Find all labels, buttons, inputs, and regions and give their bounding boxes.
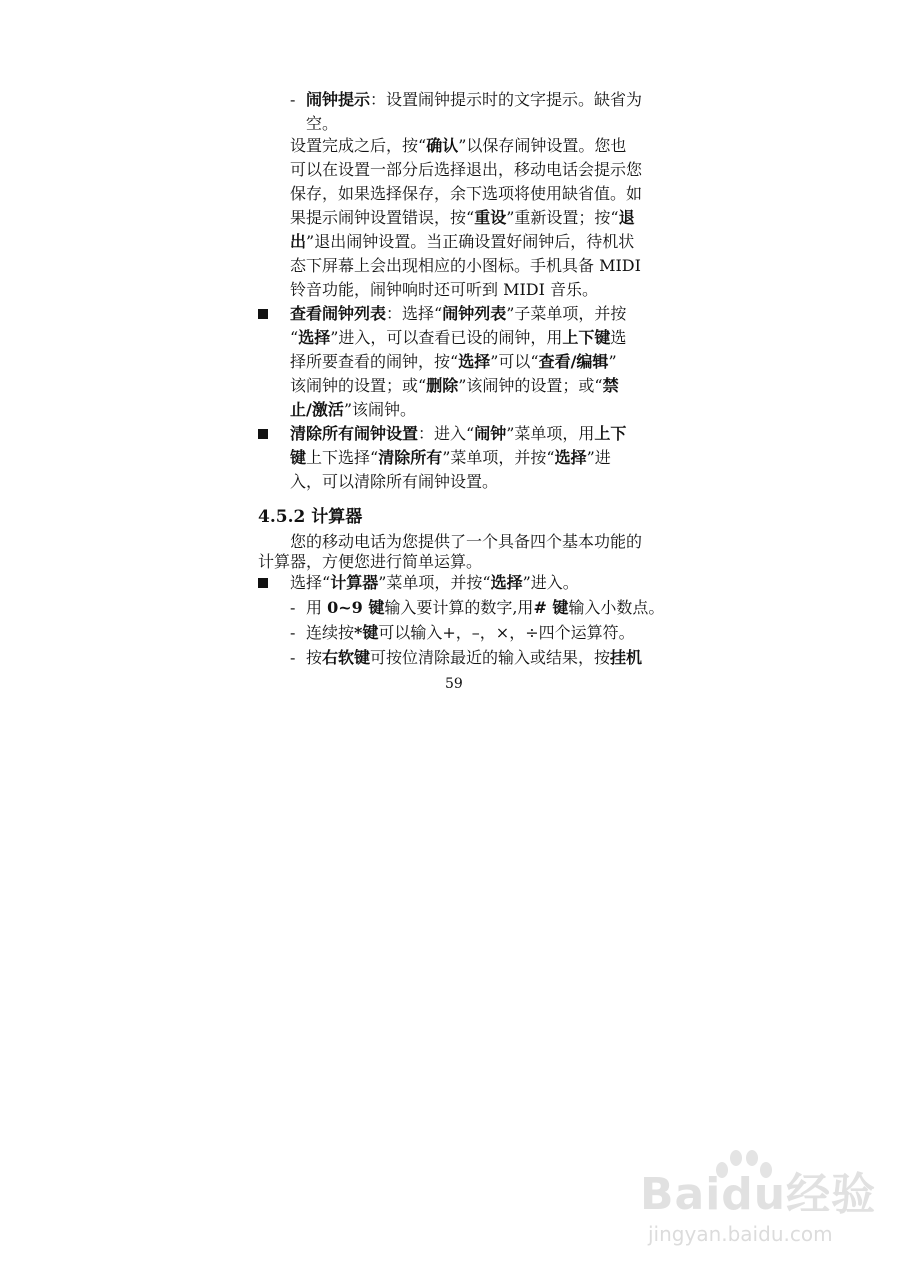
- calc-paragraph-line-1: 您的移动电话为您提供了一个具备四个基本功能的: [290, 532, 643, 551]
- page-number: 59: [445, 676, 463, 692]
- save-paragraph-line-7: 铃音功能，闹钟响时还可听到 MIDI 音乐。: [290, 280, 599, 299]
- watermark-logo: Baidu经验: [640, 1169, 877, 1220]
- calc-item-1: 用 0~9 键输入要计算的数字,用# 键输入小数点。: [306, 598, 665, 617]
- list-dash: -: [290, 623, 296, 642]
- calc-bullet-line-1: 选择“计算器”菜单项，并按“选择”进入。: [290, 573, 579, 592]
- section-heading: [258, 504, 362, 530]
- clear-alarm-line-2: 键上下选择“清除所有”菜单项，并按“选择”进: [290, 448, 611, 467]
- view-alarm-line-4: 该闹钟的设置；或“删除”该闹钟的设置；或“禁: [290, 376, 619, 395]
- calc-item-2: 连续按*键可以输入+，–，×，÷四个运算符。: [306, 623, 635, 642]
- view-alarm-line-3: 择所要查看的闹钟，按“选择”可以“查看/编辑”: [290, 352, 617, 371]
- baidu-watermark: [640, 1150, 880, 1260]
- list-dash: -: [290, 648, 296, 667]
- list-dash: -: [290, 90, 296, 109]
- save-paragraph-line-4: 果提示闹钟设置错误，按“重设”重新设置；按“退: [290, 208, 635, 227]
- section-number: 4.5.2: [258, 507, 306, 527]
- square-bullet-icon: [258, 578, 268, 588]
- view-alarm-line-5: 止/激活”该闹钟。: [290, 400, 417, 419]
- section-title: 计算器: [311, 507, 363, 527]
- alarm-hint-line-2: 空。: [306, 114, 339, 133]
- save-paragraph-line-5: 出”退出闹钟设置。当正确设置好闹钟后，待机状: [290, 232, 635, 251]
- alarm-hint-label: 闹钟提示: [306, 90, 371, 109]
- save-paragraph-line-3: 保存，如果选择保存，余下选项将使用缺省值。如: [290, 184, 643, 203]
- clear-alarm-line-1: 清除所有闹钟设置：进入“闹钟”菜单项，用上下: [290, 424, 627, 443]
- view-alarm-line-2: “选择”进入，可以查看已设的闹钟，用上下键选: [290, 328, 627, 347]
- list-dash: -: [290, 598, 296, 617]
- calc-item-3: 按右软键可按位清除最近的输入或结果，按挂机: [306, 648, 643, 667]
- clear-alarm-line-3: 入，可以清除所有闹钟设置。: [290, 472, 499, 491]
- calc-paragraph-line-2: 计算器，方便您进行简单运算。: [258, 552, 483, 571]
- square-bullet-icon: [258, 429, 268, 439]
- view-alarm-line-1: 查看闹钟列表：选择“闹钟列表”子菜单项，并按: [290, 304, 627, 323]
- square-bullet-icon: [258, 309, 268, 319]
- save-paragraph-line-6: 态下屏幕上会出现相应的小图标。手机具备 MIDI: [290, 256, 641, 275]
- watermark-url: jingyan.baidu.com: [648, 1222, 833, 1246]
- save-paragraph-line-2: 可以在设置一部分后选择退出，移动电话会提示您: [290, 160, 643, 179]
- alarm-hint-line-1: 闹钟提示：设置闹钟提示时的文字提示。缺省为: [306, 90, 643, 109]
- save-paragraph-line-1: 设置完成之后，按“确认”以保存闹钟设置。您也: [290, 136, 627, 155]
